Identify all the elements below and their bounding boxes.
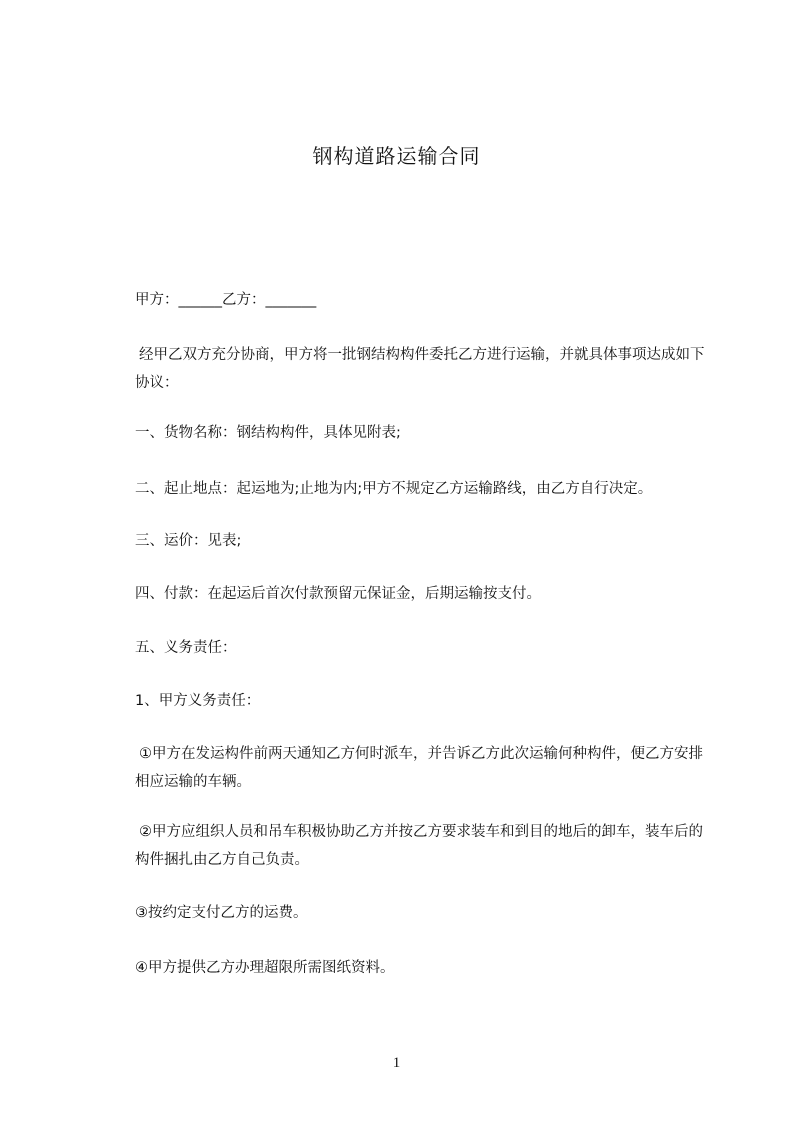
clause-goods: 一、货物名称：钢结构构件，具体见附表; xyxy=(135,425,401,441)
party-a-duty-4: ④甲方提供乙方办理超限所需图纸资料。 xyxy=(135,960,395,976)
clause-price: 三、运价：见表; xyxy=(135,533,242,549)
page-number: 1 xyxy=(392,1055,401,1071)
clause-locations: 二、起止地点：起运地为;止地为内;甲方不规定乙方运输路线，由乙方自行决定。 xyxy=(135,481,653,497)
party-a-duty-1: ①甲方在发运构件前两天通知乙方何时派车，并告诉乙方此次运输何种构件，便乙方安排相应运输的车辆。 xyxy=(135,746,703,790)
party-a-heading: 1、甲方义务责任： xyxy=(135,693,261,709)
document-title: 钢构道路运输合同 xyxy=(312,144,481,168)
intro-paragraph: 经甲乙双方充分协商，甲方将一批钢结构构件委托乙方进行运输，并就具体事项达成如下协议： xyxy=(135,347,705,391)
party-a-duty-2: ②甲方应组织人员和吊车积极协助乙方并按乙方要求装车和到目的地后的卸车，装车后的构件捆扎由乙方自己负责。 xyxy=(135,824,703,868)
clause-payment: 四、付款：在起运后首次付款预留元保证金，后期运输按支付。 xyxy=(135,586,541,602)
party-a-duty-3: ③按约定支付乙方的运费。 xyxy=(135,905,308,921)
clause-obligations: 五、义务责任： xyxy=(135,640,237,656)
parties-line: 甲方：______乙方：_______ xyxy=(135,292,317,308)
